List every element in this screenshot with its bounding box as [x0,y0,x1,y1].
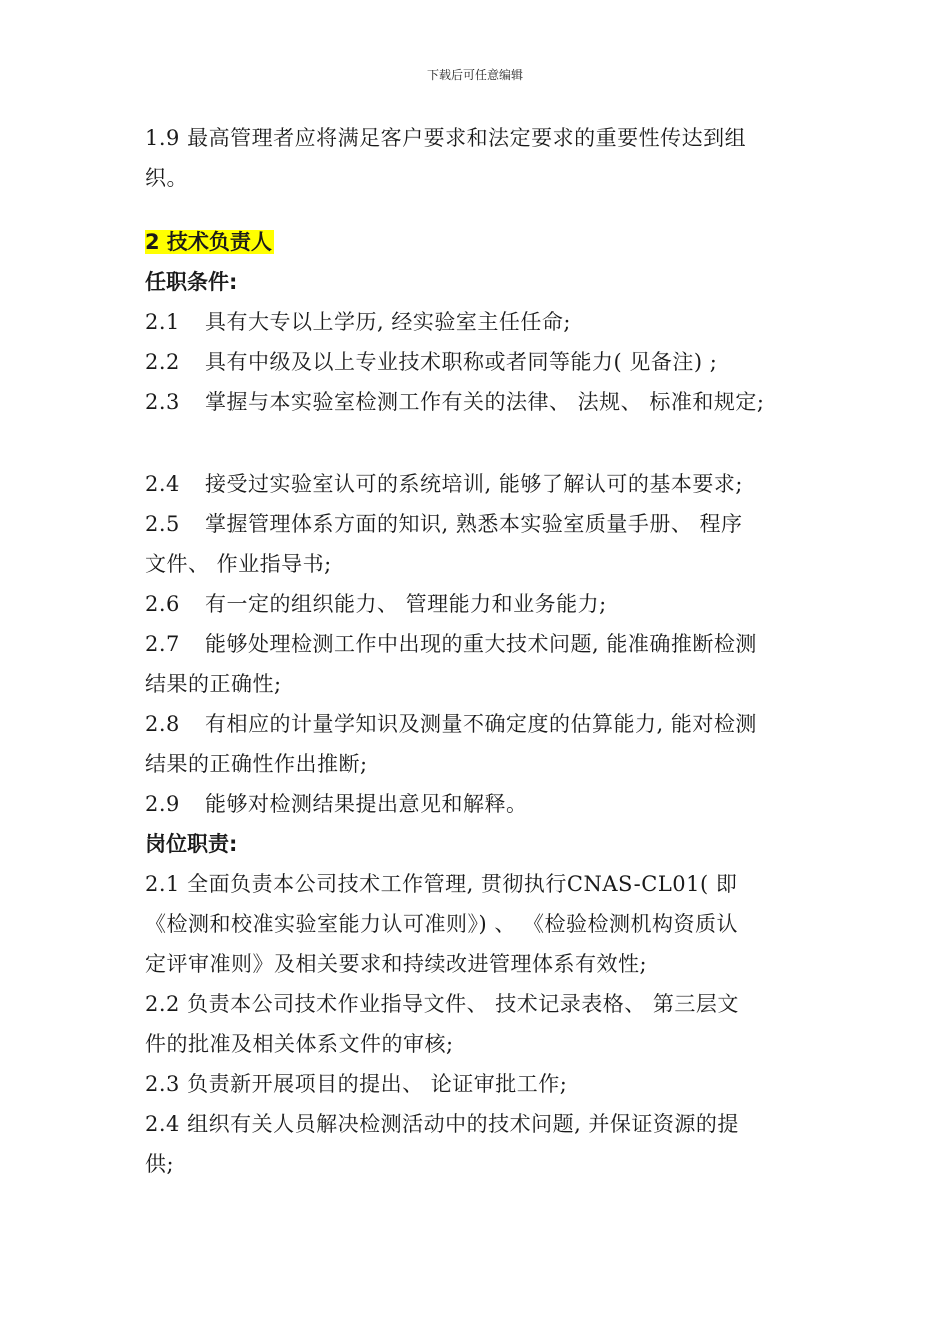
qualification-item [145,382,825,422]
item-text: 掌握与本实验室检测工作有关的法律、 法规、 标准和规定; [205,390,765,414]
qualification-item [145,464,825,504]
duties-label: 岗位职责: [145,832,238,856]
item-number: 2.7 [145,632,180,656]
qualification-item-cont: 结果的正确性; [145,672,282,696]
item-text: 具有大专以上学历, 经实验室主任任命; [205,310,571,334]
section-heading [145,222,825,262]
item-text: 能够处理检测工作中出现的重大技术问题, 能准确推断检测 [205,632,757,656]
duty-item: 2.2 负责本公司技术作业指导文件、 技术记录表格、 第三层文 [145,992,739,1016]
qualification-item [145,504,825,544]
duty-item-cont: 《检测和校准实验室能力认可准则》) 、 《检验检测机构资质认 [145,912,739,936]
duty-item: 2.3 负责新开展项目的提出、 论证审批工作; [145,1072,568,1096]
duty-item-cont: 件的批准及相关体系文件的审核; [145,1032,454,1056]
qualification-item [145,784,825,824]
duty-item-cont: 定评审准则》及相关要求和持续改进管理体系有效性; [145,952,648,976]
paragraph-1-9-line1: 1.9 最高管理者应将满足客户要求和法定要求的重要性传达到组 [145,126,747,150]
qualification-item [145,624,825,664]
item-number: 2.6 [145,592,180,616]
paragraph-1-9-line2: 织。 [145,166,188,190]
qualification-item [145,584,825,624]
duty-item: 2.1 全面负责本公司技术工作管理, 贯彻执行CNAS-CL01( 即 [145,872,738,896]
section-heading-highlight: 2 技术负责人 [145,230,272,254]
item-number: 2.3 [145,390,180,414]
item-text: 接受过实验室认可的系统培训, 能够了解认可的基本要求; [205,472,743,496]
item-number: 2.5 [145,512,180,536]
qualification-item [145,302,825,342]
item-text: 有一定的组织能力、 管理能力和业务能力; [205,592,607,616]
item-number: 2.9 [145,792,180,816]
duty-item-cont: 供; [145,1152,175,1176]
item-number: 2.1 [145,310,180,334]
duty-item: 2.4 组织有关人员解决检测活动中的技术问题, 并保证资源的提 [145,1112,739,1136]
qualifications-label: 任职条件: [145,270,238,294]
item-text: 掌握管理体系方面的知识, 熟悉本实验室质量手册、 程序 [205,512,743,536]
qualification-item-cont: 结果的正确性作出推断; [145,752,368,776]
qualification-item [145,342,825,382]
qualification-item-cont: 文件、 作业指导书; [145,552,332,576]
item-text: 能够对检测结果提出意见和解释。 [205,792,528,816]
item-text: 具有中级及以上专业技术职称或者同等能力( 见备注) ; [205,350,718,374]
page-header-note: 下载后可任意编辑 [426,68,523,82]
item-text: 有相应的计量学知识及测量不确定度的估算能力, 能对检测 [205,712,757,736]
item-number: 2.8 [145,712,180,736]
item-number: 2.4 [145,472,180,496]
item-number: 2.2 [145,350,180,374]
qualification-item [145,704,825,744]
document-body [145,118,825,1184]
